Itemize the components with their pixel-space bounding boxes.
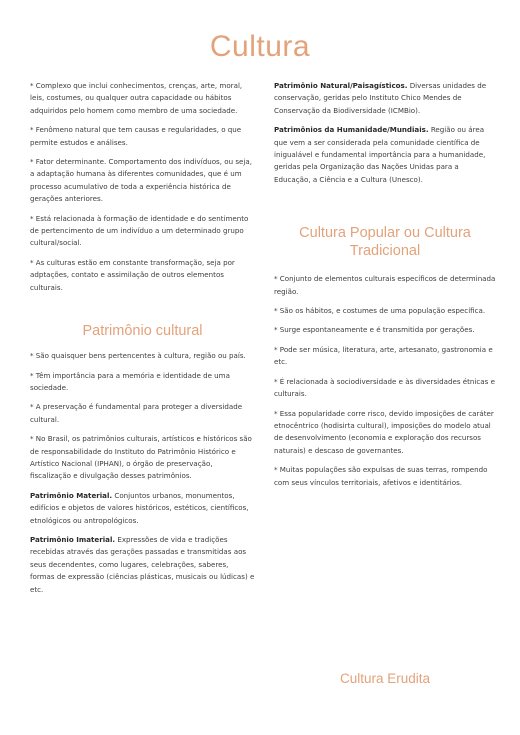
page-title: Cultura bbox=[209, 30, 311, 63]
patrimonio-material-paragraph bbox=[30, 490, 255, 527]
patrimonio-natural-paragraph bbox=[274, 80, 496, 117]
heading-cultura-popular: Cultura Popular ou Cultura Tradicional bbox=[299, 225, 471, 260]
patrimonio-natural-term: Patrimônio Natural/Paisagísticos. bbox=[274, 81, 408, 90]
culture-definition-item: * Fator determinante. Comportamento dos indivíduos, ou seja, a adaptação humana às diferentes comunidades, que é um processo acumulativo de toda a experiência histórica de gerações anteriores. bbox=[30, 157, 252, 204]
patrimonio-bullet: * No Brasil, os patrimônios culturais, artísticos e históricos são de responsabilidade do Instituto do Patrimônio Histórico e Artístico Nacional (IPHAN), o órgão de preservação, fiscalização e divulgação desses patrimônios. bbox=[30, 434, 252, 481]
patrimonio-material-text: Conjuntos urbanos, monumentos, edifícios e objetos de valores históricos, estéticos, científicos, etnológicos ou antropológicos. bbox=[30, 490, 249, 525]
heading-patrimonio-cultural: Patrimônio cultural bbox=[82, 323, 203, 340]
patrimonio-humanidade-text: Região ou área que vem a ser considerada pela comunidade científica de inigualável e fundamental importância para a humanidade, geridas pela Organização das Nações Unidas para a Educação, a Ciência e a Cultura (Unesco). bbox=[274, 125, 486, 184]
culture-definition-item: * As culturas estão em constante transformação, seja por adptações, contato e assimilação de outros elementos culturais. bbox=[30, 257, 235, 292]
patrimonio-material-term: Patrimônio Material. bbox=[30, 490, 113, 500]
patrimonio-bullet: * Têm importância para a memória e identidade de uma sociedade. bbox=[30, 370, 230, 392]
heading-cultura-erudita: Cultura Erudita bbox=[339, 671, 431, 686]
patrimonio-imaterial-term: Patrimônio Imaterial. bbox=[30, 534, 116, 544]
left-column bbox=[30, 80, 255, 603]
patrimonio-humanidade-term: Patrimônios da Humanidade/Mundiais. bbox=[274, 125, 429, 135]
patrimonio-humanidade-paragraph bbox=[274, 124, 496, 186]
popular-bullet: * Essa popularidade corre risco, devido imposições de caráter etnocêntrico (hodisirta cultural), imposições do modelo atual de desenvolvimento (economia e exploração dos recursos naturais) e descaso de governantes. bbox=[274, 408, 494, 455]
popular-bullet: * Conjunto de elementos culturais específicos de determinada região. bbox=[274, 274, 496, 296]
popular-bullet: * São os hábitos, e costumes de uma população específica. bbox=[274, 306, 486, 316]
patrimonio-natural-text: Diversas unidades de conservação, geridas pelo Instituto Chico Mendes de Conservação da Biodiversidade (ICMBio). bbox=[274, 81, 487, 115]
patrimonio-imaterial-text: Expressões de vida e tradições recebidas através das gerações passadas e transmitidas aos seus decendentes, como lugares, celebrações, saberes, formas de expressão (ciências plásticas, musicais ou lúdicas) e etc. bbox=[30, 534, 255, 594]
patrimonio-bullet: * A preservação é fundamental para proteger a diversidade cultural. bbox=[30, 402, 243, 424]
patrimonio-bullet: * São quaisquer bens pertencentes à cultura, região ou país. bbox=[30, 351, 246, 361]
popular-bullet: * Muitas populações são expulsas de suas terras, rompendo com seus vínculos territoriais, afetivos e identitários. bbox=[274, 465, 488, 487]
popular-bullet: * Surge espontaneamente e é transmitida por gerações. bbox=[274, 325, 475, 335]
culture-definition-item: * Está relacionada à formação de identidade e do sentimento de pertencimento de um indivíduo a um determinado grupo cultural/social. bbox=[30, 213, 249, 248]
popular-bullet: * É relacionada à sociodiversidade e às diversidades étnicas e culturais. bbox=[274, 376, 495, 399]
culture-definition-item: * Complexo que inclui conhecimentos, crenças, arte, moral, leis, costumes, ou qualquer outra capacidade ou hábitos adquiridos pelo homem como membro de uma sociedade. bbox=[30, 81, 243, 115]
popular-bullet: * Pode ser música, literatura, arte, artesanato, gastronomia e etc. bbox=[274, 344, 493, 367]
right-column bbox=[274, 80, 496, 686]
patrimonio-imaterial-paragraph bbox=[30, 534, 255, 596]
culture-definition-item: * Fenômeno natural que tem causas e regularidades, o que permite estudos e análises. bbox=[30, 125, 242, 147]
